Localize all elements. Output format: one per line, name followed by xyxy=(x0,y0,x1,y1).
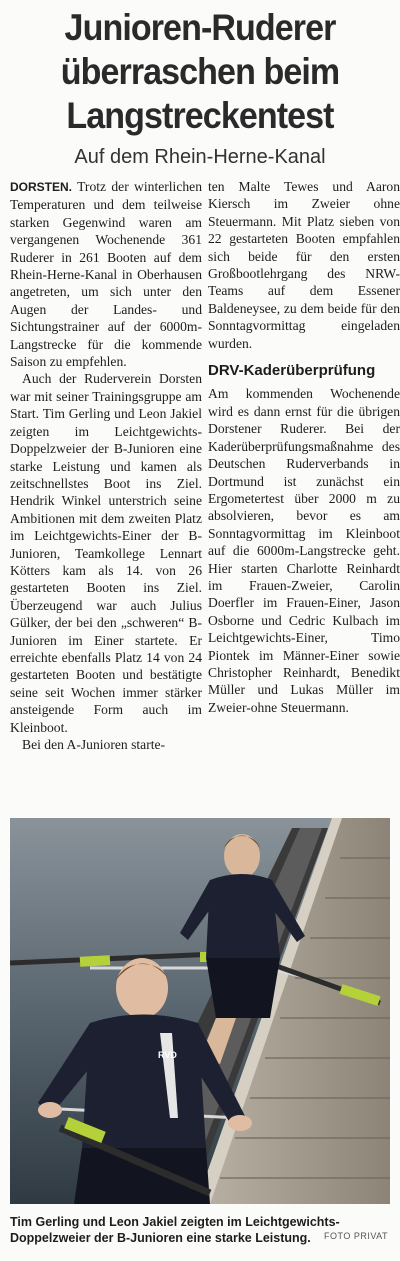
paragraph-kader: Am kommenden Wochenende wird es dann ernst für die übrigen Dorstener Ruderer. Bei der Kaderüberprüfungsmaßnahme des Deutschen Ruderverbands in Dortmund ist zunächst ein Ergometertest über 2000 m zu absolvieren, bevor es am Sonntagvormittag im Kleinboot auf die 6000m-Langstrecke geht. Hier starten Charlotte Reinhardt im Frauen-Zweier, Carolin Doerfler im Frauen-Einer, Jason Osborne und Cedric Kulbach im Leichtgewichts-Einer, Timo Piontek im Männer-Einer sowie Christopher Reinhardt, Benedikt Müller und Lukas Müller im Zweier-ohne Steuermann. xyxy=(208,386,400,715)
paragraph-club: Auch der Ruderverein Dorsten war mit seiner Trainingsgruppe am Start. Tim Gerling und Leon Jakiel zeigten im Leichtgewichts-Doppelzweier der B-Junioren eine starke Leistung und kamen als zeitschnellstes Boot ins Ziel. Hendrik Winkel unterstrich seine Ambitionen mit dem zweiten Platz im Leichtgewichts-Einer der B-Junioren, Teamkollege Lennart Kötters kam als 14. von 26 gestarteten Booten ins Ziel. Überzeugend war auch Julius Gülker, der bei den „schweren“ B-Junioren im Einer startete. Er erreichte ebenfalls Platz 14 von 24 gestarteten Booten und bestätigte seine seit Wochen immer stärker ansteigende Form auch im Kleinboot. xyxy=(10,371,202,735)
headline-line-3: Langstreckentest xyxy=(66,95,334,136)
rowing-photo-illustration xyxy=(10,818,390,1204)
dateline: DORSTEN. xyxy=(10,180,73,194)
paragraph-a-juniors: Bei den A-Junioren starte- xyxy=(22,737,166,752)
rowing-photo xyxy=(10,818,390,1204)
headline-line-1: Junioren-Ruderer xyxy=(64,7,336,48)
subheadline: Auf dem Rhein-Herne-Kanal xyxy=(74,146,326,168)
paragraph-intro-text: Trotz der winterlichen Temperaturen und dem teilweise starken Gegenwind waren am vergangenen Wochenende 361 Ruderer in 261 Booten auf dem Rhein-Herne-Kanal in Oberhausen angetreten, um sich unter den Augen der Landes- und Sichtungstrainer auf der 6000m-Langstrecke für die kommende Saison zu empfehlen. xyxy=(10,179,202,370)
headline xyxy=(16,6,384,138)
paragraph-continued: ten Malte Tewes und Aaron Kiersch im Zweier ohne Steuermann. Mit Platz sieben von 22 gestarteten Booten empfahlen sich beide für den ersten Großbootlehrgang des NRW-Teams auf dem Essener Baldeneysee, zu dem beide für den Sonntagvormittag eingeladen wurden. xyxy=(208,179,400,351)
paragraph-intro xyxy=(10,178,202,370)
photo-credit: FOTO PRIVAT xyxy=(323,1231,388,1241)
jersey-text: RVD xyxy=(158,1050,177,1060)
article-column-left xyxy=(10,178,202,753)
section-heading: DRV-Kaderüberprüfung xyxy=(208,362,376,380)
headline-line-2: überraschen beim xyxy=(60,51,340,92)
photo-caption: Tim Gerling und Leon Jakiel zeigten im Leichtgewichts-Doppelzweier der B-Junioren eine starke Leistung. xyxy=(10,1215,340,1245)
article-column-right xyxy=(208,178,400,716)
